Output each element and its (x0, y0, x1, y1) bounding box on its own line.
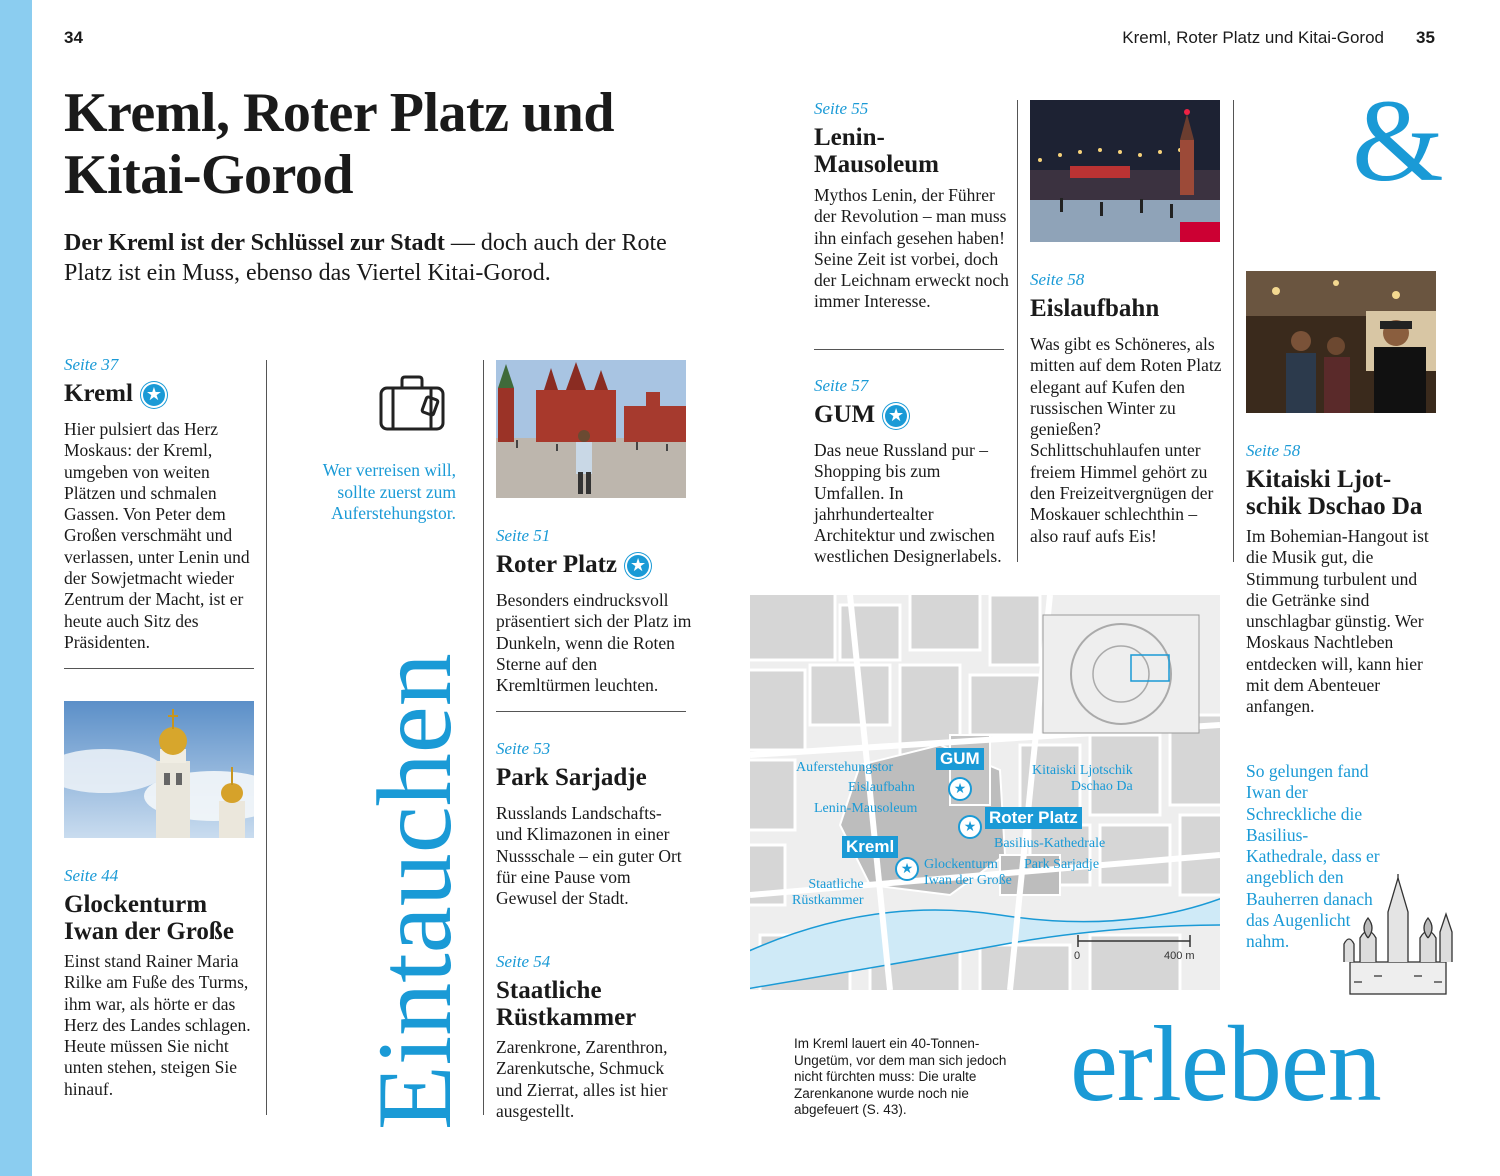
roter-platz-text: Besonders eindrucksvoll präsentiert sich der Platz im Dunkeln, wenn die Roten Sterne auf den Kremltürmen leuchten. (496, 590, 692, 696)
page-title-line1: Kreml, Roter Platz und (64, 82, 614, 144)
glockenturm-title-line2: Iwan der Große (64, 918, 234, 945)
erleben-word: erleben (1070, 1005, 1381, 1124)
map-label-glocken2: Iwan der Große (924, 873, 1012, 888)
map-label-glocken1: Glockenturm (924, 857, 998, 872)
lenin-title-line2: Mausoleum (814, 151, 939, 178)
ruestkammer-page-ref: Seite 54 (496, 952, 551, 971)
lenin-heading (814, 124, 939, 178)
ruestkammer-text: Zarenkrone, Zarenthron, Zarenkutsche, Schmuck und Zierrat, alles ist hier ausgestellt. (496, 1037, 668, 1121)
map-label-auferstehungstor: Auferstehungstor (796, 760, 894, 775)
travel-quote: Wer verreisen will, sollte zuerst zum Auferstehungstor. (322, 460, 456, 523)
city-map (750, 595, 1220, 990)
star-icon: ★ (625, 553, 651, 579)
ampersand: & (1352, 75, 1444, 206)
kreml-page-ref: Seite 37 (64, 355, 119, 374)
star-icon: ★ (141, 382, 167, 408)
map-scale-end: 400 m (1164, 950, 1195, 962)
ruestkammer-title-line2: Rüstkammer (496, 1004, 637, 1031)
lead-rest: — doch auch der Rote Platz ist ein Muss, ebenso das Viertel Kitai-Gorod. (64, 230, 667, 286)
gum-title: GUM (814, 401, 876, 428)
kreml-heading (64, 380, 167, 408)
map-label-ruestkammer (792, 877, 864, 909)
page-title-line2: Kitai-Gorod (64, 144, 354, 206)
kitaiski-text: Im Bohemian-Hangout ist die Musik gut, die Stimmung turbulent und die Getränke sind unschlagbar günstig. Wer Moskaus Nachtleben entdecken will, kann hier mit dem Abenteuer anfangen. (1246, 526, 1429, 717)
gum-page-ref: Seite 57 (814, 376, 869, 395)
red-square-photo (496, 360, 686, 498)
map-box-roter-platz: Roter Platz (985, 807, 1082, 829)
ruestkammer-heading (496, 977, 636, 1031)
kitaiski-title-line1: Kitaiski Ljot- (1246, 466, 1392, 493)
map-label-eislaufbahn: Eislaufbahn (848, 780, 915, 795)
ice-rink-photo (1030, 100, 1220, 242)
map-label-glockenturm (924, 857, 1012, 889)
lenin-page-ref: Seite 55 (814, 99, 869, 118)
map-label-ruestkammer-line: Rüstkammer (792, 893, 864, 908)
lenin-title-line1: Lenin- (814, 124, 885, 151)
eislaufbahn-title: Eislaufbahn (1030, 295, 1160, 322)
running-head: Kreml, Roter Platz und Kitai-Gorod (1122, 28, 1384, 47)
column-rule (483, 360, 484, 1115)
column-rule (1017, 100, 1018, 562)
page-title (64, 82, 704, 206)
divider (64, 668, 254, 669)
gum-heading (814, 401, 909, 429)
kitaiski-heading (1246, 466, 1422, 520)
map-label-kitaiski2: Dschao Da (1070, 779, 1133, 794)
glockenturm-text: Einst stand Rainer Maria Rilke am Fuße des Turms, ihm war, als hörte er das Herz des Landes schlagen. Heute müssen Sie nicht unten stehen, steigen Sie hinauf. (64, 951, 251, 1099)
ruestkammer-title-line1: Staatliche (496, 977, 602, 1004)
right-page-number: 35 (1416, 28, 1435, 47)
kitaiski-title-line2: schik Dschao Da (1246, 493, 1423, 520)
kreml-text: Hier pulsiert das Herz Moskaus: der Kreml, umgeben von weiten Plätzen und schmalen Gassen. Von Peter dem Großen verschmäht und verlassen, unter Lenin und der Sowjetmacht wieder Zentrum der Macht, ist er heute auch Sitz des Präsidenten. (64, 419, 250, 652)
map-box-gum: GUM (936, 748, 984, 770)
column-rule (1233, 100, 1234, 562)
glockenturm-heading (64, 891, 234, 945)
map-box-kreml: Kreml (842, 836, 898, 858)
park-text: Russlands Landschafts- und Klimazonen in einer Nussschale – ein guter Ort für eine Pause vom Gewusel der Stadt. (496, 803, 682, 909)
bell-tower-photo (64, 701, 254, 838)
kitaiski-page-ref: Seite 58 (1246, 441, 1301, 460)
divider (814, 349, 1004, 350)
map-label-staatliche: Staatliche (808, 877, 864, 892)
lenin-text: Mythos Lenin, der Führer der Revolution – man muss ihn einfach gesehen haben! Seine Zeit ist vorbei, doch der Leichnam erweckt noch immer Interesse. (814, 185, 1009, 312)
cannon-note: Im Kreml lauert ein 40-Tonnen-Ungetüm, vor dem man sich jedoch nicht fürchten muss: Die uralte Zarenkanone wurde noch nie abgefeuert (S. 43). (794, 1036, 1007, 1117)
eislaufbahn-text: Was gibt es Schöneres, als mitten auf dem Roten Platz elegant auf Kufen den russischen Winter zu genießen? Schlittschuhlaufen unter freiem Himmel gehört zu den Freizeitvergnügen der Moskauer schlechthin – also rauf aufs Eis! (1030, 334, 1222, 546)
map-streets (750, 595, 1220, 990)
map-scale-zero: 0 (1074, 950, 1081, 962)
vertical-word: Eintauchen (356, 653, 473, 1130)
bar-photo (1246, 271, 1436, 413)
map-star-icon: ★ (958, 815, 982, 839)
eislaufbahn-page-ref: Seite 58 (1030, 270, 1085, 289)
roter-platz-page-ref: Seite 51 (496, 526, 551, 545)
map-label-kitaiski1: Kitaiski Ljotschik (1032, 763, 1133, 778)
map-label-park: Park Sarjadje (1024, 857, 1100, 872)
suitcase-icon (378, 374, 446, 432)
gum-text: Das neue Russland pur – Shopping bis zum Umfallen. In jahrhundertealter Architektur und zwischen westlichen Designerlabels. (814, 440, 1002, 567)
map-star-icon: ★ (895, 857, 919, 881)
page-edge-bar (0, 0, 32, 1176)
star-icon: ★ (883, 403, 909, 429)
iwan-quote: So gelungen fand Iwan der Schreckliche die Basilius-Kathedrale, dass er angeblich den Bauherren danach das Augenlicht nahm. (1246, 761, 1380, 952)
map-label-kitaiski (1032, 763, 1133, 795)
park-page-ref: Seite 53 (496, 739, 551, 758)
glockenturm-page-ref: Seite 44 (64, 866, 119, 885)
column-rule (266, 360, 267, 1115)
roter-platz-heading (496, 551, 651, 579)
left-page-number: 34 (64, 28, 83, 47)
map-label-lenin: Lenin-Mausoleum (814, 801, 918, 816)
vertical-word-wrap (290, 570, 473, 1130)
lead-bold: Der Kreml ist der Schlüssel zur Stadt (64, 230, 445, 256)
park-title: Park Sarjadje (496, 764, 647, 791)
basilius-cathedral-illustration (1340, 872, 1456, 996)
map-star-icon: ★ (948, 777, 972, 801)
glockenturm-title-line1: Glockenturm (64, 891, 208, 918)
map-label-basilius: Basilius-Kathedrale (994, 836, 1106, 851)
lead-paragraph (64, 228, 704, 288)
divider (496, 711, 686, 712)
kreml-title: Kreml (64, 380, 133, 407)
roter-platz-title: Roter Platz (496, 551, 618, 578)
